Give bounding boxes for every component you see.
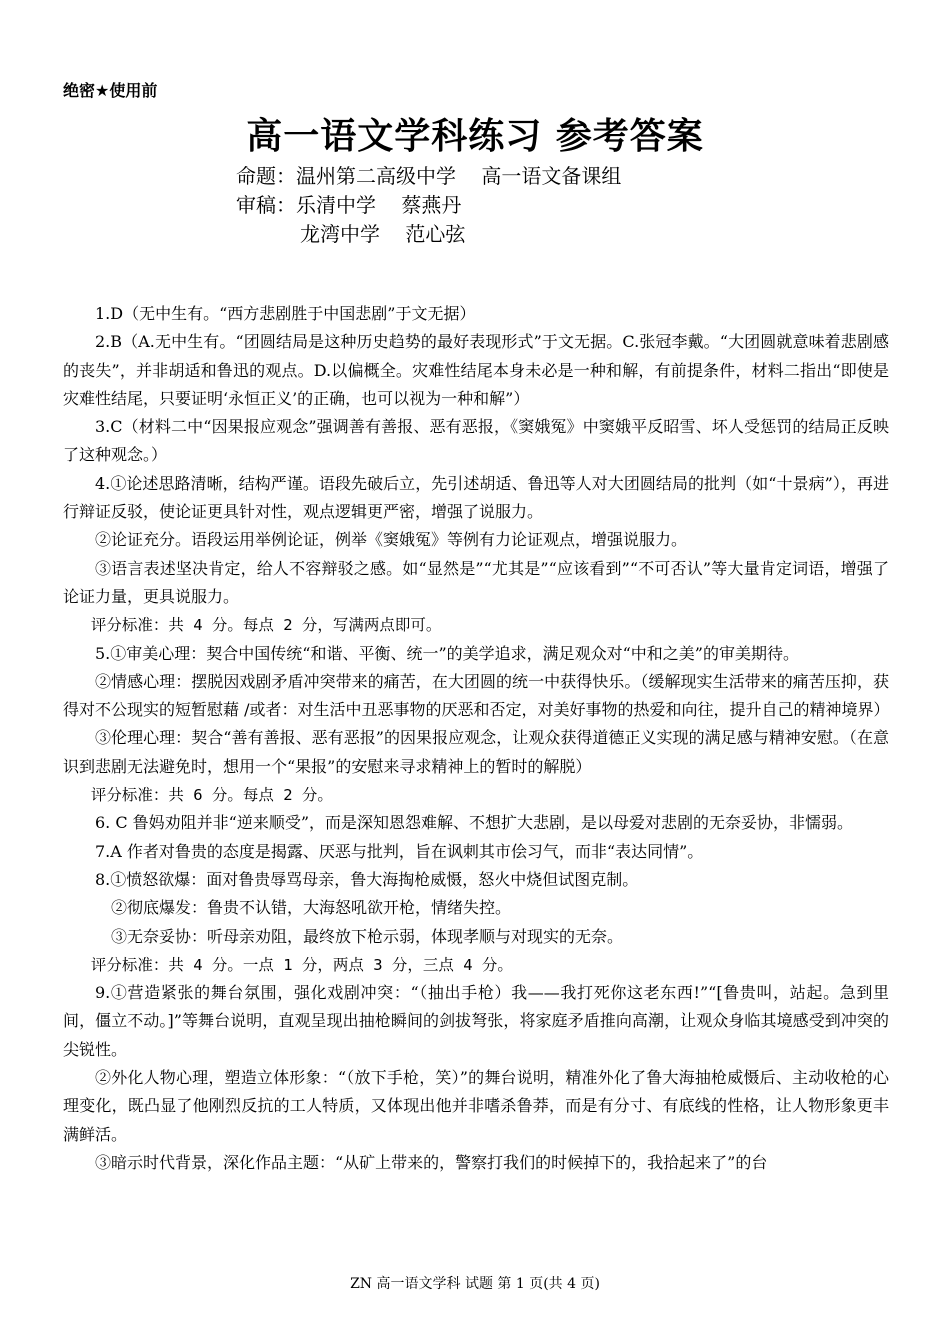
answer-paragraph: 4.①论述思路清晰，结构严谨。语段先破后立，先引述胡适、鲁迅等人对大团圆结局的批判（如“十景病”），再进行辩证反驳，使论证更具针对性，观点逻辑更严密，增强了说服力。 bbox=[63, 473, 889, 522]
answer-paragraph: 2.B（A.无中生有。“团圆结局是这种历史趋势的最好表现形式”于文无据。C.张冠李戴。“大团圆就意味着悲剧感的丧失”，并非胡适和鲁迅的观点。D.以偏概全。灾难性结尾本身未必是一种和解，有前提条件，材料二指出“即使是灾难性结尾，只要证明‘永恒正义’的正确，也可以视为一种和解”） bbox=[63, 332, 889, 408]
answer-paragraph: 8.①愤怒欲爆：面对鲁贵辱骂母亲，鲁大海掏枪威慑，怒火中烧但试图克制。 bbox=[95, 869, 639, 889]
answer-body bbox=[63, 300, 889, 1177]
reviewer-line-2: 龙湾中学 范心弦 bbox=[300, 222, 466, 246]
answer-paragraph: ②情感心理：摆脱因戏剧矛盾冲突带来的痛苦，在大团圆的统一中获得快乐。（缓解现实生活带来的痛苦压抑，获得对不公现实的短暂慰藉 /或者：对生活中丑恶事物的厌恶和否定，对美好事物的热爱和向往，提升自己的精神境界） bbox=[63, 671, 890, 720]
reviewer-line-1: 审稿：乐清中学 蔡燕丹 bbox=[236, 193, 462, 217]
page-footer: ZN 高一语文学科 试题 第 1 页(共 4 页) bbox=[350, 1276, 600, 1292]
answer-paragraph: ③暗示时代背景，深化作品主题：“从矿上带来的，警察打我们的时候掉下的，我拾起来了”的台 bbox=[95, 1152, 768, 1172]
page-title: 高一语文学科练习 参考答案 bbox=[246, 116, 704, 157]
confidential-label: 绝密★使用前 bbox=[63, 81, 158, 100]
scoring-standard: 评分标准：共 4 分。每点 2 分，写满两点即可。 bbox=[90, 616, 442, 635]
answer-paragraph: ③语言表述坚决肯定，给人不容辩驳之感。如“显然是”“尤其是”“应该看到”“不可否认”等大量肯定词语，增强了论证力量，更具说服力。 bbox=[63, 558, 889, 606]
answer-paragraph: ②论证充分。语段运用举例论证，例举《窦娥冤》等例有力论证观点，增强说服力。 bbox=[95, 530, 688, 550]
answer-paragraph: ②彻底爆发：鲁贵不认错，大海怒吼欲开枪，情绪失控。 bbox=[111, 898, 512, 918]
scoring-standard: 评分标准：共 6 分。每点 2 分。 bbox=[90, 786, 333, 805]
answer-paragraph: 9.①营造紧张的舞台氛围，强化戏剧冲突：“（抽出手枪）我——我打死你这老东西!”“[鲁贵叫，站起。急到里间，僵立不动。]”等舞台说明，直观呈现出抽枪瞬间的剑拔弩张，将家庭矛盾推向高潮，让观众身临其境感受到冲突的尖锐性。 bbox=[63, 983, 889, 1059]
answer-paragraph: 6. C 鲁妈劝阻并非“逆来顺受”，而是深知恩怨难解、不想扩大悲剧，是以母爱对悲剧的无奈妥协，非懦弱。 bbox=[95, 813, 854, 833]
answer-paragraph: 3.C（材料二中“因果报应观念”强调善有善报、恶有恶报，《窦娥冤》中窦娥平反昭雪、坏人受惩罚的结局正反映了这种观念。） bbox=[63, 417, 889, 465]
answer-paragraph: 1.D（无中生有。“西方悲剧胜于中国悲剧”于文无据） bbox=[95, 304, 476, 323]
author-line: 命题：温州第二高级中学 高一语文备课组 bbox=[236, 164, 622, 188]
answer-paragraph: 5.①审美心理：契合中国传统“和谐、平衡、统一”的美学追求，满足观众对“中和之美”的审美期待。 bbox=[95, 643, 799, 663]
answer-paragraph: ③伦理心理：契合“善有善报、恶有恶报”的因果报应观念，让观众获得道德正义实现的满足感与精神安慰。（在意识到悲剧无法避免时，想用一个“果报”的安慰来寻求精神上的暂时的解脱） bbox=[63, 728, 889, 776]
scoring-standard: 评分标准：共 4 分。一点 1 分，两点 3 分，三点 4 分。 bbox=[90, 955, 513, 974]
answer-paragraph: ③无奈妥协：听母亲劝阻，最终放下枪示弱，体现孝顺与对现实的无奈。 bbox=[111, 926, 624, 946]
answer-paragraph: 7.A 作者对鲁贵的态度是揭露、厌恶与批判，旨在讽刺其市侩习气，而非“表达同情”。 bbox=[95, 841, 704, 861]
answer-paragraph: ②外化人物心理，塑造立体形象：“（放下手枪，笑）”的舞台说明，精准外化了鲁大海抽枪威慑后、主动收枪的心理变化，既凸显了他刚烈反抗的工人特质，又体现出他并非嗜杀鲁莽，而是有分寸、有底线的性格，让人物形象更丰满鲜活。 bbox=[63, 1068, 889, 1144]
